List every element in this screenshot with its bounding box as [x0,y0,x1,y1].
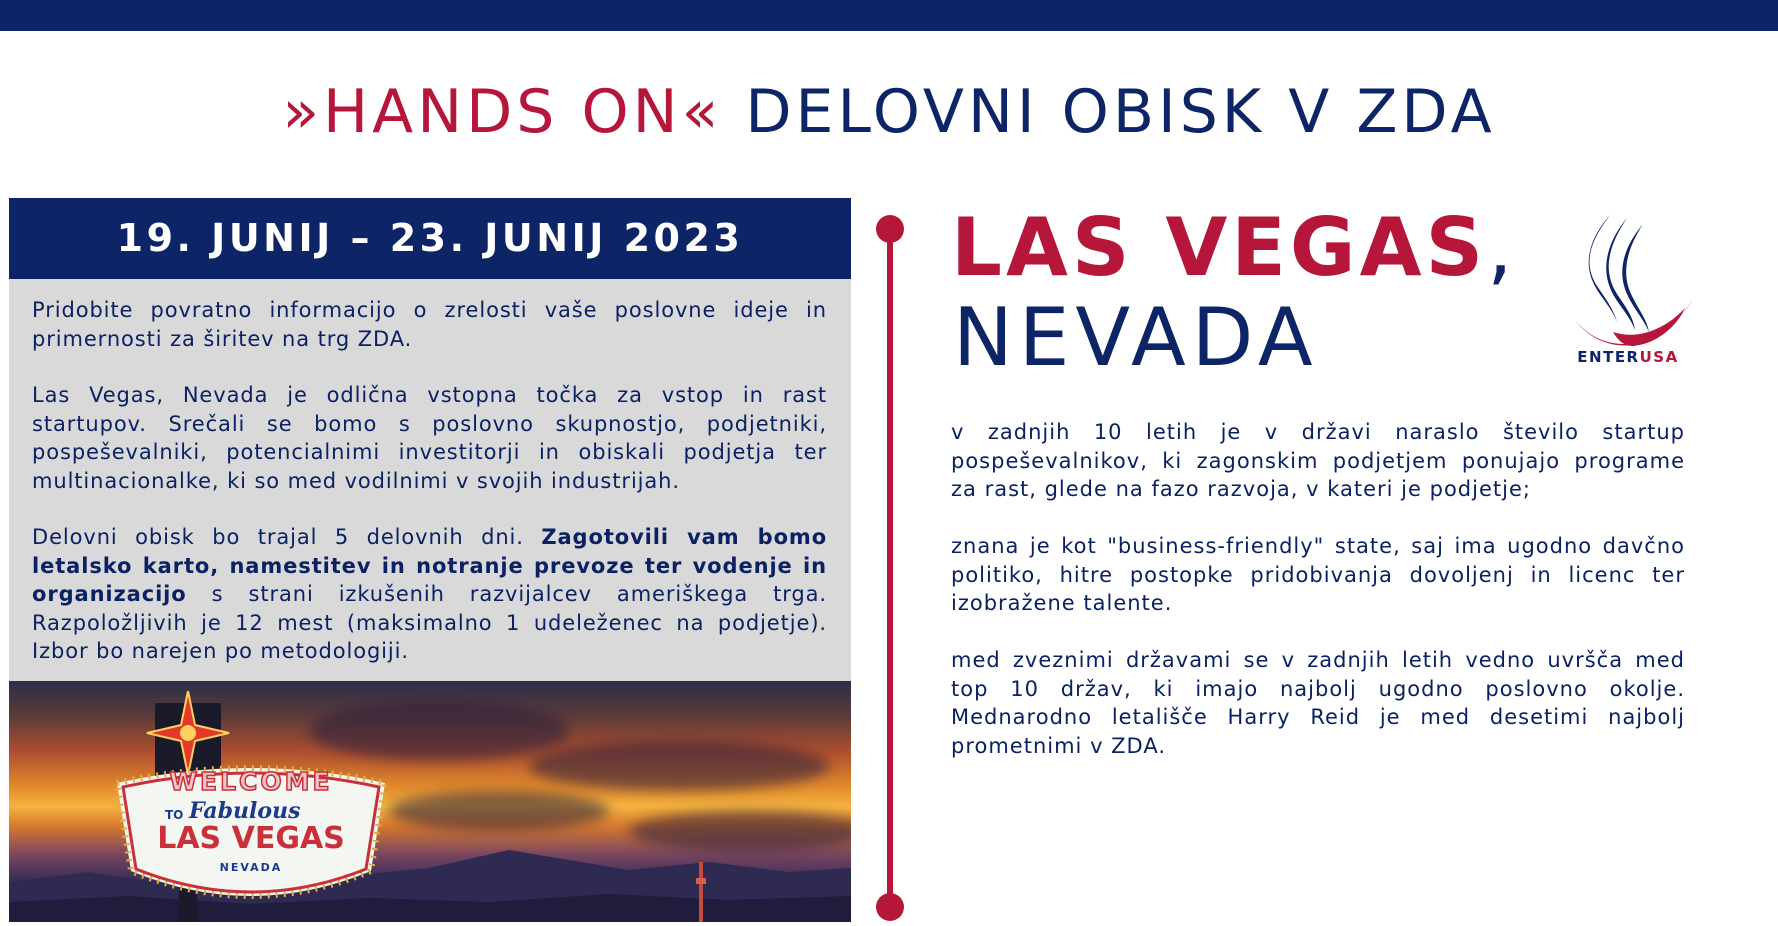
location-paragraph-3: med zveznimi državami se v zadnjih letih vedno uvršča med top 10 držav, ki imajo najbolj ugodno poslovno okolje. Mednarodno letališče Harry Reid je med desetimi najbolj prometnimi v ZDA. [951,648,1685,758]
sign-state: NEVADA [219,861,283,874]
description-paragraph-2: Las Vegas, Nevada je odlična vstopna točka za vstop in rast startupov. Srečali se bomo s poslovno skupnostjo, podjetniki, pospeševalniki, potencialnimi investitorji in obiskali podjetja ter multinacionalke, ki so med vodilnimi v svojih industrijah. [32,383,827,493]
description-paragraph-1: Pridobite povratno informacijo o zrelosti vaše poslovne ideje in primernosti za širitev na trg ZDA. [32,298,827,351]
program-description [9,279,851,681]
state-heading: NEVADA [953,291,1319,384]
logo-enter: ENTER [1577,348,1640,366]
top-bar [0,0,1778,31]
location-description [951,418,1685,760]
sign-fabulous: Fabulous [189,798,301,824]
las-vegas-photo [9,681,851,922]
page-title [0,76,1778,148]
location-paragraph-2: znana je kot "business-friendly" state, saj ima ugodno davčno politiko, hitre postopke pridobivanja dovoljenj in licenc ter izobražene talente. [951,534,1685,615]
location-paragraph-1: v zadnjih 10 letih je v državi naraslo število startup pospeševalnikov, ki zagonskim podjetjem ponujajo programe za rast, glede na fazo razvoja, v kateri je podjetje; [951,420,1685,501]
city-comma: , [1487,201,1513,294]
description-paragraph-3 [32,523,827,666]
page-title-highlight: »HANDS ON« [282,77,723,147]
timeline-line [887,228,893,908]
timeline-dot-bottom [876,893,904,921]
paragraph-3-end: s strani izkušenih razvijalcev ameriškega trga. Razpoložljivih je 12 mest (maksimalno 1 udeleženec na podjetje). Izbor bo narejen po metodologiji. [32,582,827,663]
sign-welcome: WELCOME [169,767,333,796]
paragraph-3-highlight: Zagotovili vam bomo letalsko karto, namestitev in notranje prevoze ter vodenje in organizacijo [32,525,828,606]
logo-usa: USA [1639,348,1679,366]
sign-to: TO [165,808,184,822]
page-title-main: DELOVNI OBISK V ZDA [745,77,1496,147]
city-name: LAS VEGAS [951,201,1488,294]
sign-labels [9,681,851,922]
enterusa-logo-text [1555,348,1701,366]
sign-city: LAS VEGAS [157,821,345,856]
date-banner: 19. JUNIJ – 23. JUNIJ 2023 [9,198,851,279]
paragraph-3-start: Delovni obisk bo trajal 5 delovnih dni. [32,525,524,549]
program-column [9,198,851,922]
timeline-dot-top [876,215,904,243]
